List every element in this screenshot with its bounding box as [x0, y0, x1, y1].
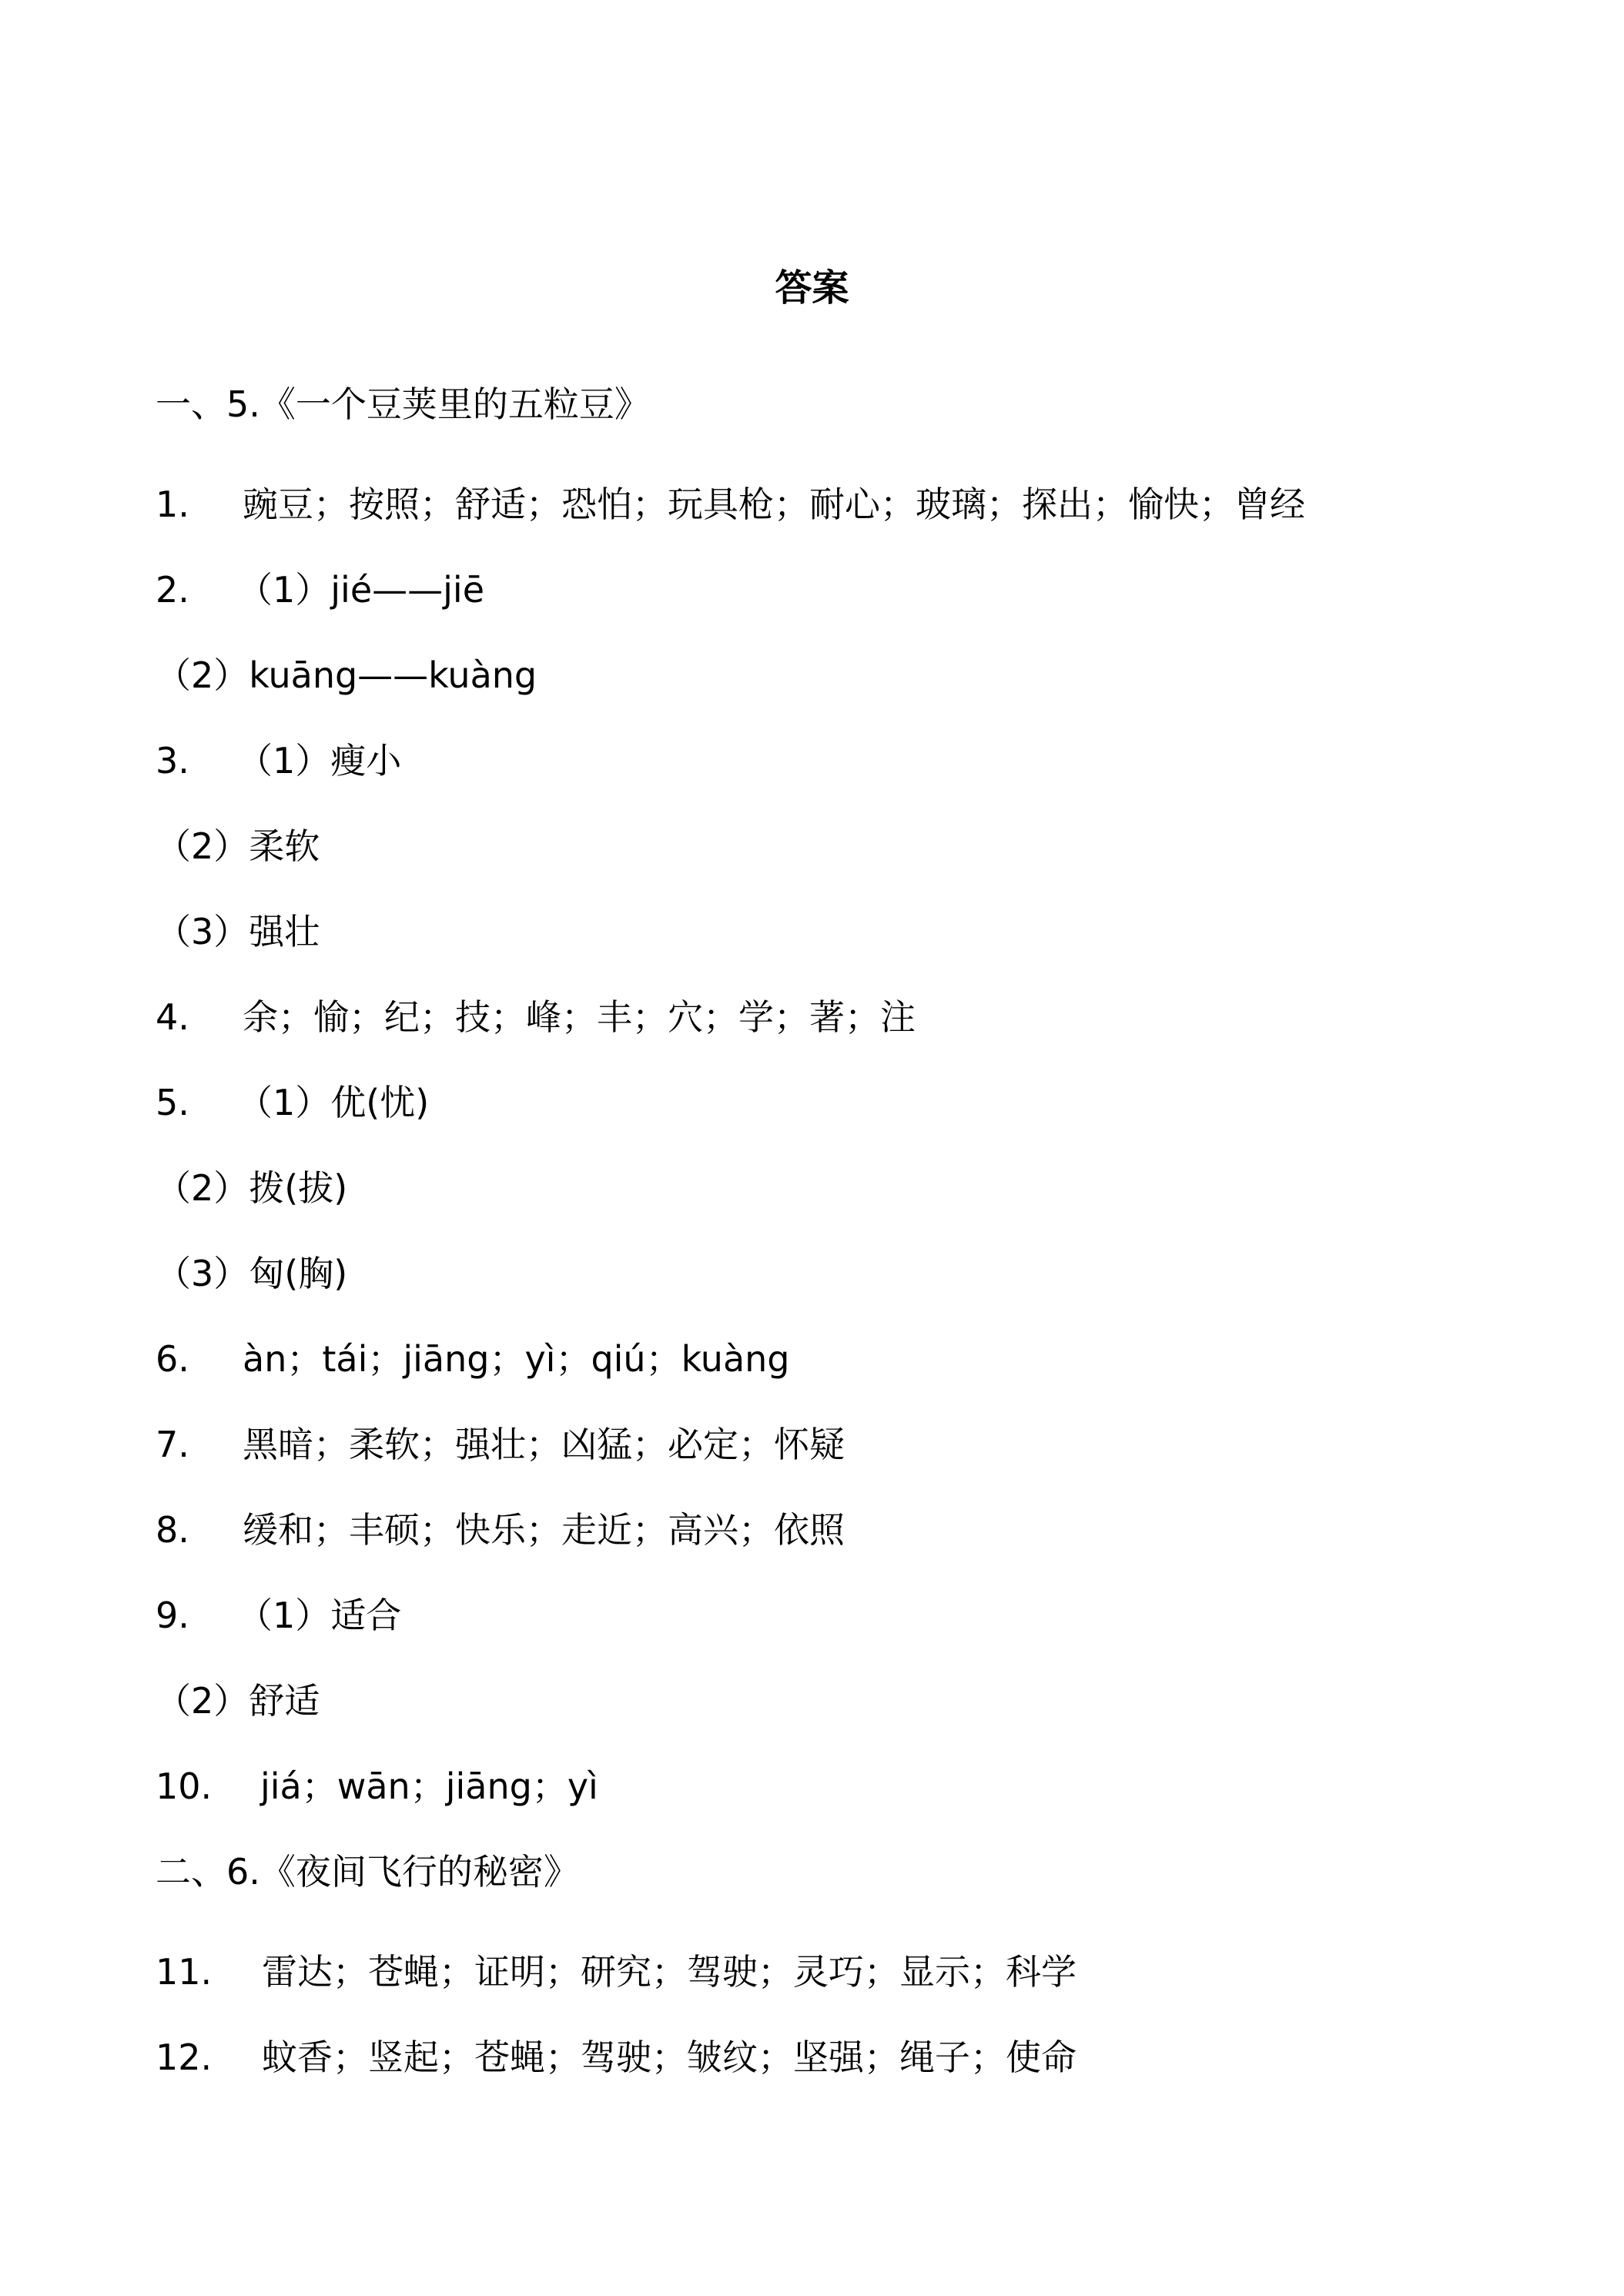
item-number: 11.: [156, 1951, 213, 1993]
item-text: （2）舒适: [156, 1680, 320, 1722]
item-number: 3.: [156, 740, 189, 782]
item-number: 7.: [156, 1424, 189, 1465]
item-number: 8.: [156, 1509, 189, 1551]
item-text: （1）适合: [237, 1595, 402, 1636]
item-number: 5.: [156, 1082, 189, 1123]
item-number: 1.: [156, 484, 189, 525]
item-text: 豌豆；按照；舒适；恐怕；玩具枪；耐心；玻璃；探出；愉快；曾经: [243, 484, 1305, 525]
item-text: 黑暗；柔软；强壮；凶猛；必定；怀疑: [243, 1424, 845, 1465]
item-text: （3）匈(胸): [156, 1253, 348, 1294]
item-text: 雷达；苍蝇；证明；研究；驾驶；灵巧；显示；科学: [262, 1951, 1077, 1993]
page-title: 答案: [775, 266, 849, 310]
answer-item: [156, 484, 189, 525]
item-text: （1）优(忧): [237, 1082, 430, 1123]
item-text: 蚊香；竖起；苍蝇；驾驶；皱纹；坚强；绳子；使命: [262, 2037, 1077, 2078]
item-number: 6.: [156, 1338, 189, 1380]
section-heading: 二、6.《夜间飞行的秘密》: [156, 1851, 579, 1893]
item-text: 余；愉；纪；技；峰；丰；穴；学；著；注: [243, 996, 916, 1038]
item-number: 12.: [156, 2037, 213, 2078]
item-text: （1）jié——jiē: [237, 569, 484, 611]
item-text: （2）拨(拔): [156, 1167, 348, 1209]
item-text: jiá；wān；jiāng；yì: [260, 1766, 598, 1807]
item-text: （3）强壮: [156, 911, 320, 952]
item-number: 4.: [156, 996, 189, 1038]
item-number: 9.: [156, 1595, 189, 1636]
item-text: àn；tái；jiāng；yì；qiú；kuàng: [243, 1338, 790, 1380]
item-text: 缓和；丰硕；快乐；走近；高兴；依照: [243, 1509, 845, 1551]
item-number: 10.: [156, 1766, 213, 1807]
item-text: （1）瘦小: [237, 740, 402, 782]
item-text: （2）kuāng——kuàng: [156, 654, 537, 696]
item-text: （2）柔软: [156, 825, 320, 867]
section-heading: 一、5.《一个豆荚里的五粒豆》: [156, 383, 650, 425]
item-number: 2.: [156, 569, 189, 611]
